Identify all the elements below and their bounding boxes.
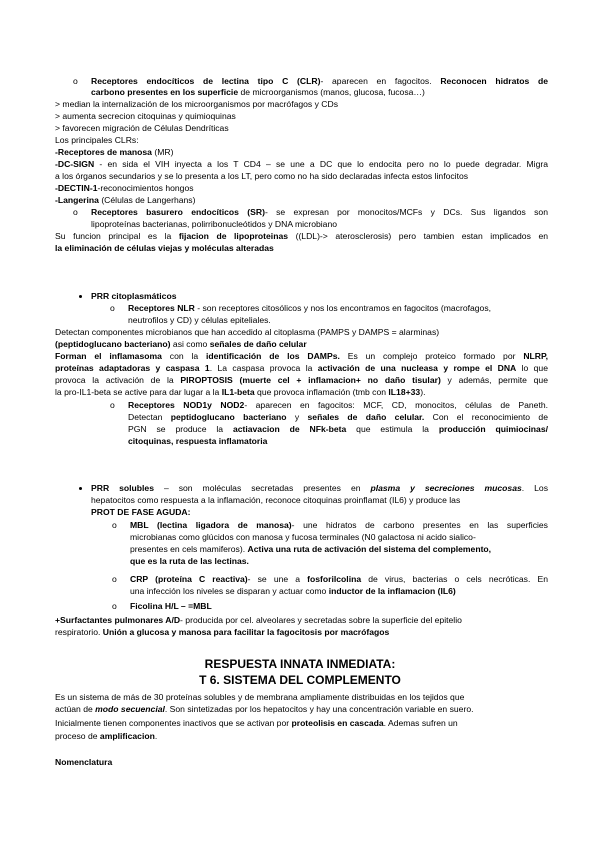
text-run: provoca la activación de la <box>55 375 181 385</box>
text-run: Receptores basurero endocíticos (SR) <box>91 207 265 217</box>
text-run: de virus, bacterias o cels necróticas. En <box>361 574 548 584</box>
clr-line-3: > median la internalización de los microorganismos por macrófagos y CDs <box>55 99 339 109</box>
text-run: PRR solubles <box>91 483 154 493</box>
text-run: . Ademas sufren un <box>383 718 458 728</box>
text-run: amplificacion <box>99 731 155 741</box>
text-run: Su funcion principal es la <box>55 231 179 241</box>
mbl-line-3 <box>130 544 491 555</box>
text-run: CRP (proteína C reactiva) <box>130 574 248 584</box>
clr-line-11 <box>55 195 195 206</box>
text-run: – son moléculas secretadas presentes en <box>153 483 371 493</box>
text-run: Receptores endocíticos de lectina tipo C (CLR) <box>91 76 321 86</box>
text-run: . Los <box>521 483 548 493</box>
prr-sol-line-2: hepatocitos como respuesta a la inflamación, reconoce citoquinas proinflamat (IL6) y produce las <box>91 495 461 505</box>
text-run: de microorganismos (manos, glucosa, fucosa…) <box>238 87 425 97</box>
text-run: (MR) <box>151 147 174 157</box>
text-run: activación de una nucleasa y rompe el DNA <box>317 363 517 373</box>
text-run: - se expresan por monocitos/MCFs y DCs. Sus ligandos son <box>264 207 548 217</box>
clr-line-2 <box>91 87 425 98</box>
text-run: la pro-IL1-beta se active para dar lugar a la <box>55 387 222 397</box>
nod-line-3 <box>128 424 548 435</box>
clr-line-9: a los órganos secundarios y se lo presenta a los LT, pero como no ha sido declaradas infecta estos linfocitos <box>55 171 469 181</box>
text-run: -DC-SIGN <box>55 159 95 169</box>
text-run: - une hidratos de carbono presentes en las superficies <box>291 520 548 530</box>
text-run: PROT DE FASE AGUDA: <box>91 507 191 517</box>
surfactantes-line-1 <box>55 615 462 626</box>
sr-line-4 <box>55 243 274 254</box>
clr-line-4: > aumenta secrecion citoquinas y quimioquinas <box>55 111 236 121</box>
text-run: Ficolina H/L – =MBL <box>130 601 212 611</box>
text-run: IL1-beta <box>221 387 255 397</box>
mbl-line-2: microbianas como glúcidos con manosa y fucosa terminales (N0 galactosa ni acido sialico- <box>130 532 476 542</box>
text-run: - se une a <box>247 574 308 584</box>
text-run: . Son sintetizadas por los hepatocitos y hay una concentración variable en suero. <box>164 704 474 714</box>
text-run: producción quimiocinas/ <box>438 424 548 434</box>
text-run: NLRP, <box>523 351 548 361</box>
prr-cito-para-2 <box>55 339 307 350</box>
nod-line-1 <box>128 400 548 411</box>
text-run: inductor de la inflamacion (IL6) <box>328 586 456 596</box>
text-run: - producida por cel. alveolares y secretadas sobre la superficie del epitelio <box>180 615 462 625</box>
surfactantes-line-2 <box>55 627 389 638</box>
text-run: PGN se produce la <box>128 424 233 434</box>
sr-line-2: lipoproteínas bacterianas, polirribonucleótidos y DNA microbiano <box>91 219 338 229</box>
text-run: . La caspasa provoca la <box>209 363 318 373</box>
text-run: peptidoglucano bacteriano <box>170 412 287 422</box>
complemento-para-1: Es un sistema de más de 30 proteínas solubles y de membrana ampliamente distribuidas en los tejidos que <box>55 692 465 702</box>
text-run: Inicialmente tienen componentes inactivos que se activan por <box>55 718 292 728</box>
bullet-dot-prr-cito <box>79 295 82 298</box>
text-run: . <box>154 731 158 741</box>
text-run: identificación de los DAMPs. <box>206 351 340 361</box>
list-bullet-ficolina: o <box>112 601 117 611</box>
section-title-1: RESPUESTA INNATA INMEDIATA: <box>204 657 396 671</box>
text-run: +Surfactantes pulmonares A/D <box>55 615 181 625</box>
text-run: (peptidoglucano bacteriano) <box>55 339 171 349</box>
prr-cito-title: PRR citoplasmáticos <box>91 291 177 301</box>
text-run: ((LDL)-> aterosclerosis) pero tambien estan implicados en <box>288 231 549 241</box>
list-bullet-crp: o <box>112 574 117 584</box>
text-run: proteínas adaptadoras y caspasa 1 <box>55 363 210 373</box>
text-run: -reconocimientos hongos <box>97 183 194 193</box>
text-run: Unión a glucosa y manosa para facilitar la fagocitosis por macrófagos <box>102 627 390 637</box>
text-run: modo secuencial <box>95 704 165 714</box>
text-run: la eliminación de células viejas y moléculas alteradas <box>55 243 274 253</box>
text-run: IL18+33 <box>388 387 421 397</box>
clr-line-10 <box>55 183 194 194</box>
complemento-para-4 <box>55 731 157 742</box>
text-run: y <box>286 412 308 422</box>
text-run: - aparecen en fagocitos: MCF, CD, monocitos, células de Paneth. <box>244 400 548 410</box>
prr-cito-para-6 <box>55 387 425 398</box>
text-run: - en sida el VIH inyecta a los T CD4 – se une a DC que lo endocita pero no lo puede degradar. Migra <box>94 159 548 169</box>
nod-line-2 <box>128 412 548 423</box>
text-run: carbono presentes en los superficie <box>91 87 239 97</box>
nlr-line-2: neutrofilos y CD) y células epiteliales. <box>128 315 271 325</box>
text-run: asi como <box>170 339 210 349</box>
text-run: señales de daño celular. <box>307 412 425 422</box>
sr-line-3 <box>55 231 548 242</box>
text-run: -DECTIN-1 <box>55 183 98 193</box>
prr-cito-para-4 <box>55 363 548 374</box>
text-run: respiratorio. <box>55 627 103 637</box>
text-run: que provoca inflamación (tmb con <box>254 387 389 397</box>
list-bullet-nod: o <box>110 400 115 410</box>
text-run: Receptores NLR <box>128 303 195 313</box>
text-run: -Receptores de manosa <box>55 147 152 157</box>
text-run: actúan de <box>55 704 96 714</box>
text-run: con la <box>161 351 207 361</box>
text-run: Detectan <box>128 412 171 422</box>
clr-line-1 <box>91 76 548 87</box>
prr-sol-line-1 <box>91 483 548 494</box>
text-run: MBL (lectina ligadora de manosa) <box>130 520 292 530</box>
complemento-para-2 <box>55 704 473 715</box>
text-run: PIROPTOSIS (muerte cel + inflamacion+ no daño tisular) <box>180 375 441 385</box>
text-run: Con el reconocimiento de <box>424 412 548 422</box>
clr-line-7 <box>55 147 173 158</box>
text-run: presentes en cels mamiferos). <box>130 544 248 554</box>
text-run: Receptores NOD1y NOD2 <box>128 400 245 410</box>
text-run: Es un complejo proteico formado por <box>339 351 524 361</box>
text-run: una infección los niveles se disparan y actuar como <box>130 586 329 596</box>
text-run: actiavacion de NFk-beta <box>232 424 347 434</box>
text-run: que es la ruta de las lectinas. <box>130 556 249 566</box>
text-run: proceso de <box>55 731 100 741</box>
crp-line-2 <box>130 586 456 597</box>
text-run: - aparecen en fagocitos. <box>320 76 441 86</box>
clr-line-8 <box>55 159 548 170</box>
clr-line-6: Los principales CLRs: <box>55 135 139 145</box>
text-run: citoquinas, respuesta inflamatoria <box>128 436 268 446</box>
complemento-para-3 <box>55 718 458 729</box>
ficolina-line <box>130 601 212 612</box>
text-run: plasma y secreciones mucosas <box>370 483 522 493</box>
nomenclatura-heading: Nomenclatura <box>55 757 113 767</box>
mbl-line-4 <box>130 556 249 567</box>
prr-cito-para-3 <box>55 351 548 362</box>
text-run: - son receptores citosólicos y nos los encontramos en fagocitos (macrofagos, <box>194 303 492 313</box>
text-run: Activa una ruta de activación del sistema del complemento, <box>247 544 492 554</box>
text-run: (Células de Langerhans) <box>98 195 196 205</box>
nod-line-4 <box>128 436 267 447</box>
text-run: -Langerina <box>55 195 99 205</box>
text-run: Forman el inflamasoma <box>55 351 162 361</box>
prr-cito-para-1: Detectan componentes microbianos que han accedido al citoplasma (PAMPS y DAMPS = alarminas) <box>55 327 440 337</box>
list-bullet-sr: o <box>73 207 78 217</box>
text-run: y además, permite que <box>440 375 548 385</box>
clr-line-5: > favorecen migración de Células Dendríticas <box>55 123 229 133</box>
text-run: proteolisis en cascada <box>291 718 384 728</box>
prr-sol-line-3 <box>91 507 190 518</box>
list-bullet-clr: o <box>73 76 78 86</box>
nlr-line-1 <box>128 303 491 314</box>
text-run: fijacion de lipoproteinas <box>178 231 289 241</box>
list-bullet-nlr: o <box>110 303 115 313</box>
text-run: fosforilcolina <box>307 574 362 584</box>
text-run: lo que <box>516 363 548 373</box>
prr-cito-para-5 <box>55 375 548 386</box>
list-bullet-mbl: o <box>112 520 117 530</box>
sr-line-1 <box>91 207 548 218</box>
bullet-dot-prr-sol <box>79 487 82 490</box>
text-run: Reconocen hidratos de <box>440 76 549 86</box>
text-run: que estimula la <box>346 424 439 434</box>
text-run: señales de daño celular <box>209 339 307 349</box>
crp-line-1 <box>130 574 548 585</box>
section-title-2: T 6. SISTEMA DEL COMPLEMENTO <box>199 673 401 687</box>
mbl-line-1 <box>130 520 548 531</box>
text-run: ). <box>420 387 426 397</box>
